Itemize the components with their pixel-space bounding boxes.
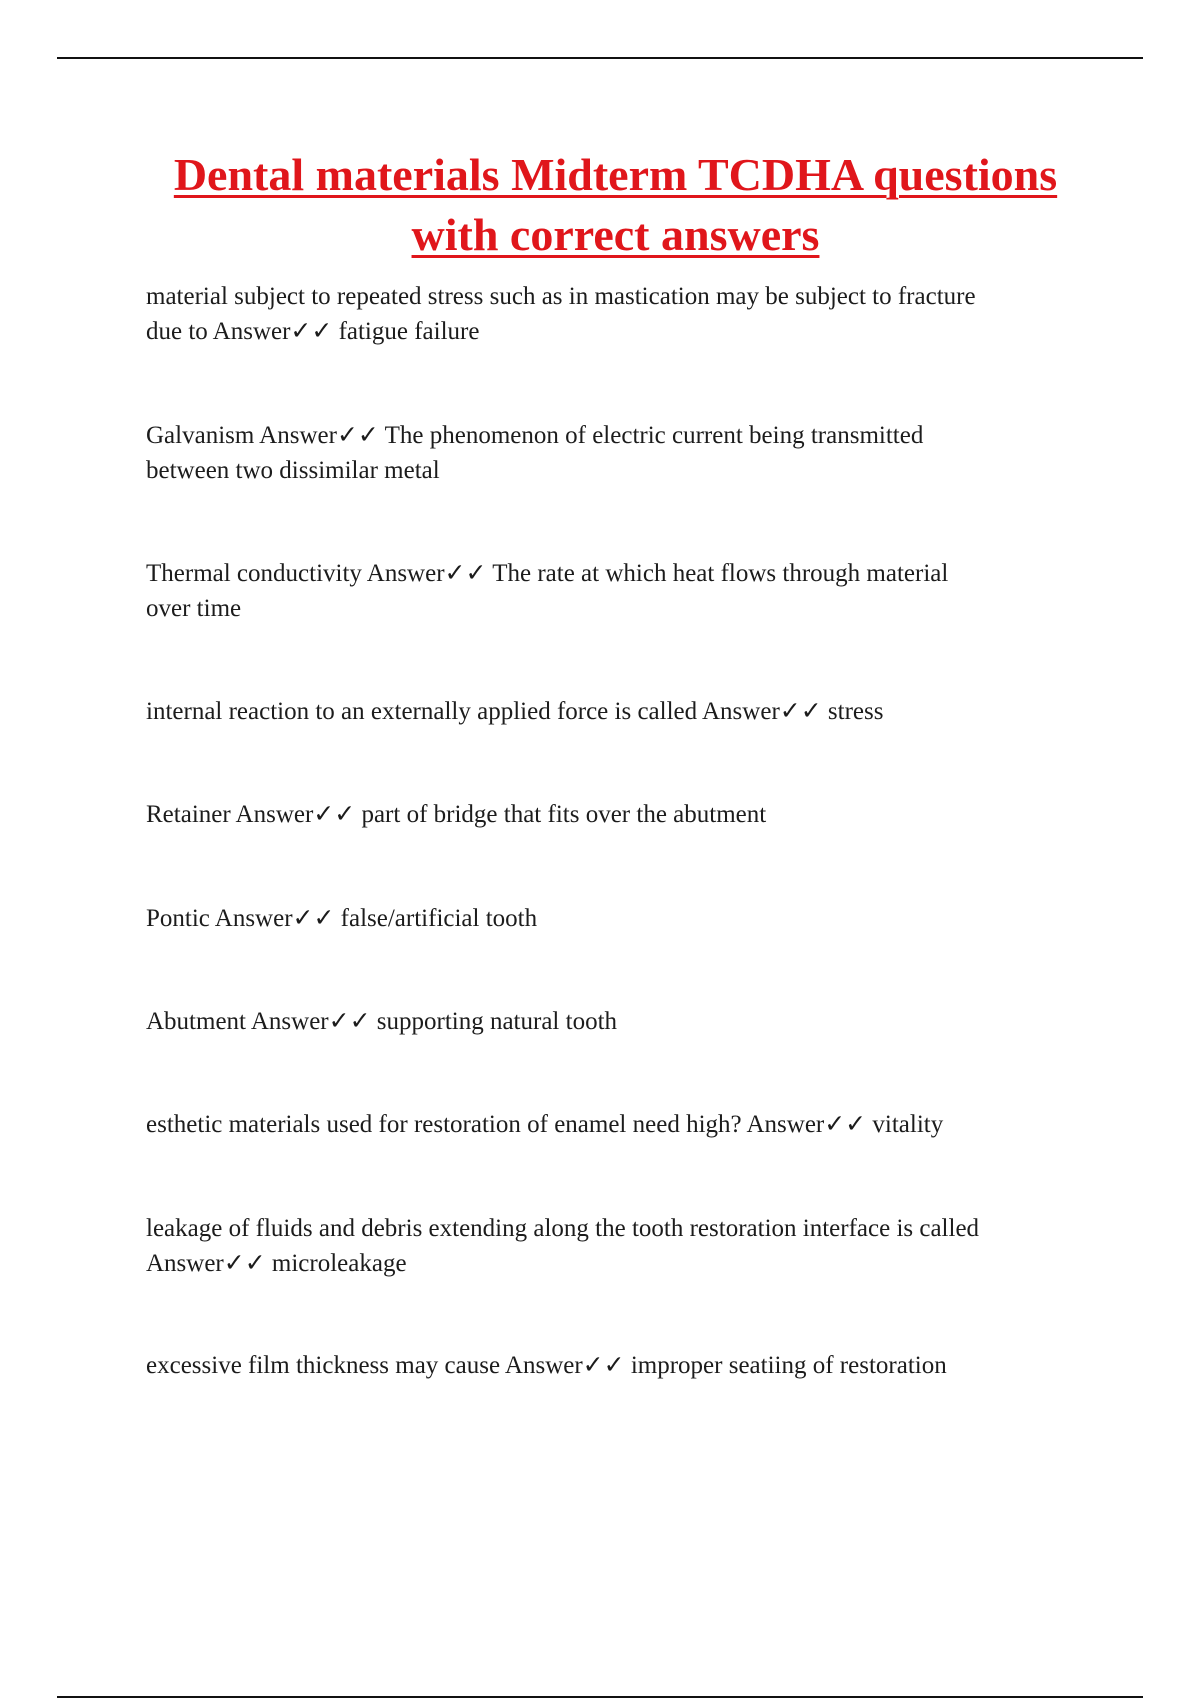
qa-line: over time <box>146 595 242 622</box>
qa-line: internal reaction to an externally applied force is called Answer✓✓ stress <box>146 698 884 725</box>
qa-item-abutment <box>146 1004 1096 1039</box>
top-rule <box>57 57 1143 59</box>
qa-item-galvanism <box>146 418 1096 488</box>
qa-item-pontic <box>146 901 1096 936</box>
qa-line: Abutment Answer✓✓ supporting natural tooth <box>146 1008 618 1035</box>
qa-line: excessive film thickness may cause Answer✓✓ improper seatiing of restoration <box>146 1352 947 1379</box>
title-line-1: Dental materials Midterm TCDHA questions <box>173 149 1058 200</box>
qa-item-vitality <box>146 1107 1096 1142</box>
qa-line: material subject to repeated stress such as in mastication may be subject to fracture <box>146 283 976 310</box>
qa-line: Thermal conductivity Answer✓✓ The rate at which heat flows through material <box>146 560 949 587</box>
qa-line: Galvanism Answer✓✓ The phenomenon of electric current being transmitted <box>146 422 924 449</box>
qa-item-microleakage <box>146 1211 1096 1281</box>
qa-item-film-thickness <box>146 1348 1096 1383</box>
qa-item-stress <box>146 694 1096 729</box>
qa-item-retainer <box>146 797 1096 832</box>
qa-line: Pontic Answer✓✓ false/artificial tooth <box>146 905 538 932</box>
qa-line: esthetic materials used for restoration of enamel need high? Answer✓✓ vitality <box>146 1111 944 1138</box>
qa-item-thermal-conductivity <box>146 556 1096 626</box>
document-title <box>140 145 1091 265</box>
qa-item-fatigue-failure <box>146 279 1096 349</box>
qa-line: leakage of fluids and debris extending along the tooth restoration interface is called <box>146 1215 980 1242</box>
bottom-rule <box>57 1696 1143 1698</box>
title-line-2: with correct answers <box>411 209 820 260</box>
qa-line: between two dissimilar metal <box>146 457 440 484</box>
qa-line: Retainer Answer✓✓ part of bridge that fits over the abutment <box>146 801 767 828</box>
qa-line: Answer✓✓ microleakage <box>146 1250 407 1277</box>
qa-line: due to Answer✓✓ fatigue failure <box>146 318 480 345</box>
